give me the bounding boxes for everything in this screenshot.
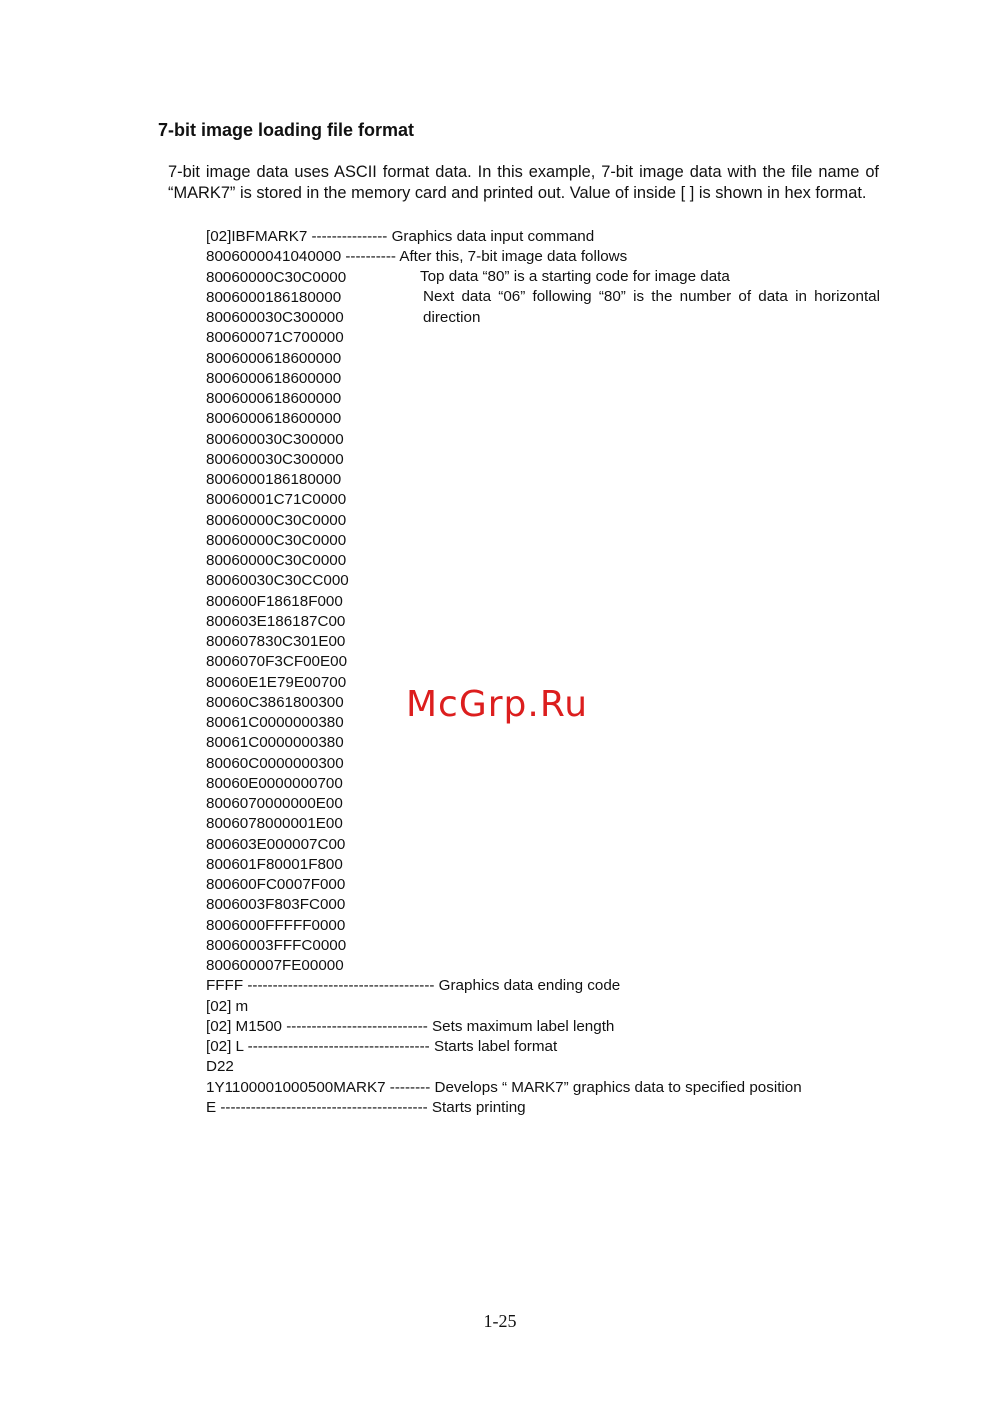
note-line-2: Next data “06” following “80” is the number of data in horizontal direction (423, 288, 880, 326)
image-data-line: 8006070F3CF00E00 (206, 653, 348, 671)
code-line: [02] M1500 ---------------------------- Sets maximum label length (206, 1017, 615, 1035)
command-listing (206, 227, 880, 1118)
image-data-line: 80060C3861800300 (206, 693, 344, 711)
image-data-line: 800600030C300000 (206, 309, 344, 326)
note-line-1: Top data “80” is a starting code for image data (420, 268, 730, 285)
code-line: E ----------------------------------------- Starts printing (206, 1098, 526, 1116)
image-data-line: 800600F18618F000 (206, 592, 343, 610)
intro-paragraph: 7-bit image data uses ASCII format data. In this example, 7-bit image data with the file name of “MARK7” is stored in the memory card and printed out. Value of inside [ ] is shown in hex format. (168, 163, 879, 202)
image-data-line: 800603E000007C00 (206, 835, 346, 853)
image-data-line: 8006000186180000 (206, 288, 342, 306)
image-data-line: 800600030C300000 (206, 430, 344, 448)
image-data-line: 800603E186187C00 (206, 612, 346, 630)
image-data-line: 80061C0000000380 (206, 734, 344, 752)
image-data-line: 80060C0000000300 (206, 754, 344, 772)
image-data-line: 800600071C700000 (206, 329, 344, 347)
image-data-line: 800600007FE00000 (206, 957, 344, 974)
code-line: 8006000041040000 ---------- After this, 7-bit image data follows (206, 248, 628, 266)
watermark-logo: McGrp.Ru (406, 684, 589, 725)
code-line: [02] m (206, 997, 249, 1015)
image-data-line: 8006000186180000 (206, 471, 342, 488)
image-data-line: 80060000C30C0000 (206, 552, 347, 569)
image-data-line: 80060000C30C0000 (206, 268, 347, 286)
image-data-line: 800600FC0007F000 (206, 876, 346, 893)
image-data-line: 8006070000000E00 (206, 795, 343, 812)
code-line: [02]IBFMARK7 --------------- Graphics data input command (206, 228, 595, 245)
image-data-line: 8006000618600000 (206, 369, 342, 387)
image-data-lines (206, 268, 880, 977)
image-data-line: 8006000618600000 (206, 390, 342, 407)
image-data-line: 800607830C301E00 (206, 633, 346, 650)
image-data-line: 80060E1E79E00700 (206, 673, 347, 691)
code-line: 1Y1100001000500MARK7 -------- Develops “ MARK7” graphics data to specified position (206, 1078, 802, 1096)
image-data-line: 800601F80001F800 (206, 855, 343, 873)
image-data-line: 8006000FFFFF0000 (206, 916, 346, 934)
image-data-line: 80060000C30C0000 (206, 531, 347, 549)
image-data-line: 80060030C30CC000 (206, 572, 349, 590)
image-data-line: 8006003F803FC000 (206, 896, 346, 914)
code-line: FFFF ------------------------------------- Graphics data ending code (206, 977, 621, 995)
section-heading: 7-bit image loading file format (158, 120, 415, 140)
image-data-line: 80060001C71C0000 (206, 491, 347, 509)
image-data-line: 8006078000001E00 (206, 815, 343, 833)
image-data-line: 80060E0000000700 (206, 774, 343, 792)
code-line: D22 (206, 1058, 234, 1076)
image-data-line: 80061C0000000380 (206, 714, 344, 731)
image-data-line: 8006000618600000 (206, 349, 342, 367)
data-format-note (420, 267, 880, 328)
image-data-line: 8006000618600000 (206, 410, 342, 428)
code-line: [02] L ------------------------------------ Starts label format (206, 1038, 558, 1055)
image-data-line: 80060003FFFC0000 (206, 936, 347, 954)
page-number: 1-25 (483, 1311, 517, 1331)
image-data-line: 800600030C300000 (206, 450, 344, 468)
image-data-line: 80060000C30C0000 (206, 511, 347, 529)
